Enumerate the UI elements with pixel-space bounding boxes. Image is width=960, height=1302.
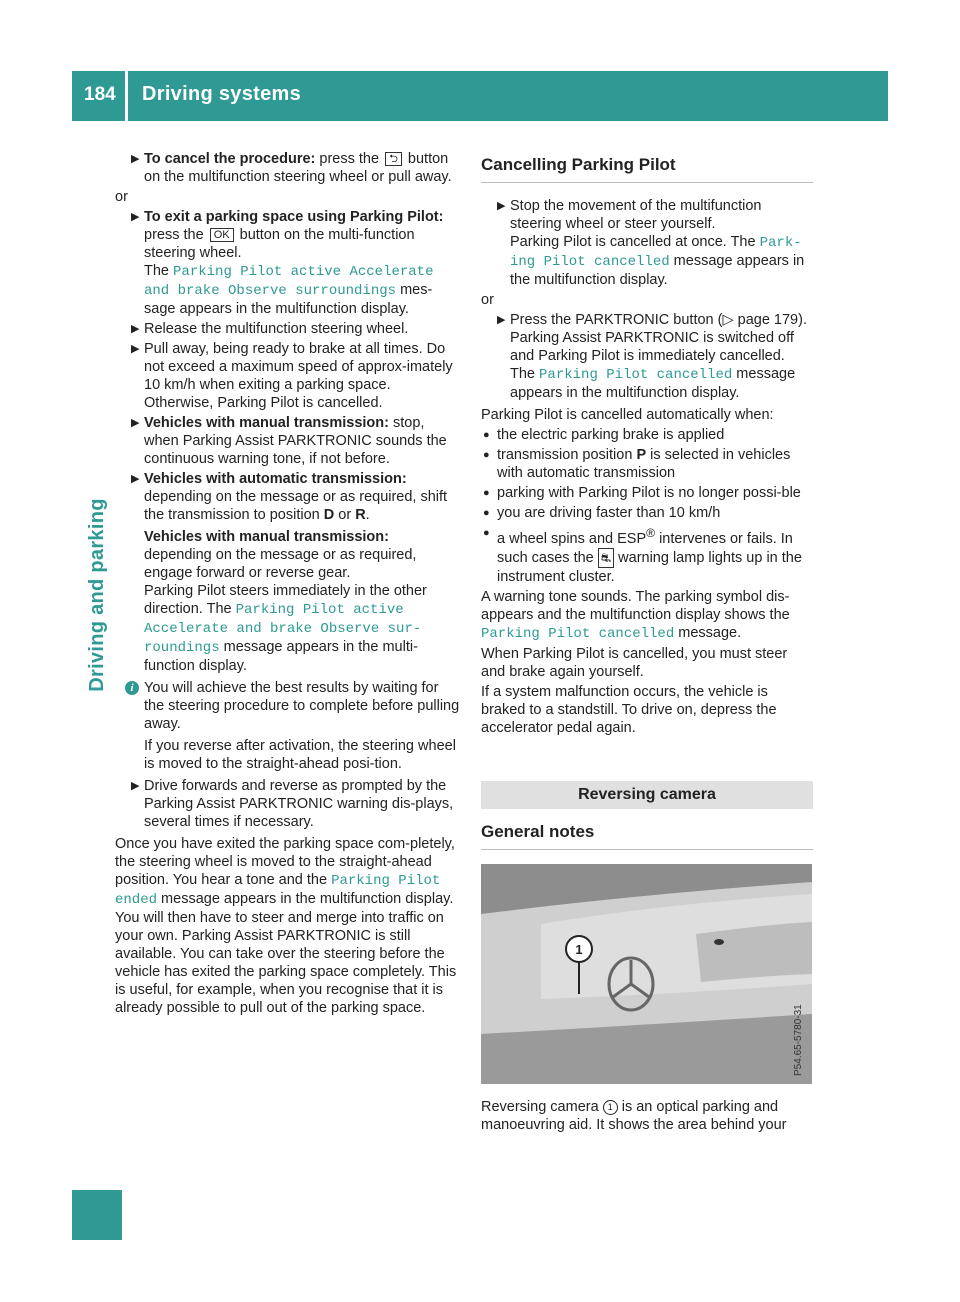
arrow-icon: ▶ — [131, 417, 140, 429]
auto-cancel-intro: Parking Pilot is cancelled automatically when: — [481, 407, 774, 423]
or-text: or — [481, 292, 494, 308]
step-cancel: ▶ To cancel the procedure: press the ⮌ button on the multifunction steering wheel or pull away. — [131, 151, 452, 185]
bullet-item: ● the electric parking brake is applied — [483, 427, 725, 443]
chapter-title: Driving systems — [142, 83, 302, 105]
page-header — [72, 71, 888, 121]
step-press-parktronic: ▶ Press the PARKTRONIC button (▷ page 179). Parking Assist PARKTRONIC is switched off and Parking Pilot is immediately cancelled. The Parking Pilot cancelled message appears in the multifunction display. — [497, 312, 807, 401]
arrow-icon: ▶ — [131, 473, 140, 485]
ok-key-icon: OK — [210, 228, 234, 242]
arrow-icon: ▶ — [131, 323, 140, 335]
section-heading-general-notes: General notes — [481, 823, 813, 850]
malfunction-paragraph: If a system malfunction occurs, the vehicle is braked to a standstill. To drive on, depress the accelerator pedal again. — [481, 683, 777, 736]
manual-transmission-note: Vehicles with manual transmission: depending on the message or as required, engage forward or reverse gear. Parking Pilot steers immediately in the other direction. The Parking Pilot active Accelerate and brake Observe sur-roundings message appears in the multi-function display. — [144, 529, 427, 674]
display-message: Park-ing Pilot cancelled — [510, 235, 802, 270]
step-lead: To exit a parking space using Parking Pilot: — [144, 209, 444, 225]
arrow-icon: ▶ — [497, 314, 506, 326]
reversing-camera-paragraph: Reversing camera 1 is an optical parking and manoeuvring aid. It shows the area behind your — [481, 1098, 787, 1133]
page-number: 184 — [84, 84, 116, 105]
display-message: Parking Pilot ended — [115, 873, 441, 908]
step-manual-transmission: ▶ Vehicles with manual transmission: stop, when Parking Assist PARKTRONIC sounds the continuous warning tone, if not before. — [131, 415, 447, 467]
arrow-icon: ▶ — [131, 780, 140, 792]
bullet-icon: ● — [483, 429, 490, 441]
arrow-icon: ▶ — [131, 343, 140, 355]
callout-1-icon: 1 — [603, 1100, 618, 1115]
side-tab-marker — [72, 1190, 122, 1240]
back-key-icon: ⮌ — [385, 152, 402, 166]
or-text: or — [115, 189, 128, 205]
car-rear-illustration — [481, 864, 812, 1084]
steer-paragraph: When Parking Pilot is cancelled, you must steer and brake again yourself. — [481, 645, 788, 680]
header-separator — [125, 71, 128, 121]
bullet-icon: ● — [483, 527, 490, 539]
bullet-item: ● parking with Parking Pilot is no longer possi-ble — [483, 485, 801, 501]
display-message: Parking Pilot cancelled — [539, 367, 733, 383]
step-exit: ▶ To exit a parking space using Parking Pilot: press the OK button on the multi-function steering wheel. The Parking Pilot active Accelerate and brake Observe surroundings mes-sage appears in the multifunction display. — [131, 209, 444, 317]
body-paragraph: Once you have exited the parking space com-pletely, the steering wheel is moved to the straight-ahead position. You hear a tone and the Parking Pilot ended message appears in the multifunction display. You will then have to steer and merge into traffic on your own. Parking Assist PARKTRONIC is still available. You can take over the steering before the vehicle has exited the parking space completely. This is useful, for example, when you recognise that it is already possible to pull out of the parking space. — [115, 836, 457, 1016]
step-stop: ▶ Stop the movement of the multifunction steering wheel or steer yourself. Parking Pilot is cancelled at once. The Park-ing Pilot cancelled message appears in the multifunction display. — [497, 198, 805, 288]
section-band-reversing-camera: Reversing camera — [481, 781, 813, 809]
bullet-icon: ● — [483, 449, 490, 461]
bullet-item: ● you are driving faster than 10 km/h — [483, 505, 721, 521]
arrow-icon: ▶ — [131, 153, 140, 165]
info-note: i You will achieve the best results by waiting for the steering procedure to complete before pulling away. If you reverse after activation, the steering wheel is moved to the straight-ahead posi-tion. — [115, 679, 461, 773]
display-message: Parking Pilot active Accelerate and brake Observe surroundings — [144, 264, 434, 299]
section-heading-cancelling: Cancelling Parking Pilot — [481, 156, 813, 183]
skid-warning-icon: ⛐ — [598, 548, 614, 568]
reversing-camera-photo — [481, 864, 812, 1084]
warning-paragraph: A warning tone sounds. The parking symbol dis-appears and the multifunction display shows the Parking Pilot cancelled message. — [481, 588, 790, 642]
side-tab-label: Driving and parking — [86, 498, 108, 692]
step-pull-away: ▶ Pull away, being ready to brake at all times. Do not exceed a maximum speed of approx-imately 10 km/h when exiting a parking space. Otherwise, Parking Pilot is cancelled. — [131, 341, 453, 411]
photo-code: P54.65-5780-31 — [793, 1004, 804, 1076]
bullet-item: ● transmission position P is selected in vehicles with automatic transmission — [483, 447, 791, 481]
arrow-icon: ▶ — [131, 211, 140, 223]
bullet-icon: ● — [483, 487, 490, 499]
display-message: Parking Pilot active Accelerate and brake Observe sur-roundings — [144, 602, 422, 656]
arrow-icon: ▶ — [497, 200, 506, 212]
info-icon: i — [125, 681, 139, 695]
left-column — [115, 150, 461, 1019]
step-release: ▶ Release the multifunction steering wheel. — [131, 321, 409, 337]
side-tab — [82, 465, 112, 725]
page-reference: ▷ page 179 — [722, 312, 799, 328]
display-message: Parking Pilot cancelled — [481, 625, 675, 642]
bullet-icon: ● — [483, 507, 490, 519]
step-lead: To cancel the procedure: — [144, 151, 316, 167]
bullet-item: ● a wheel spins and ESP® intervenes or fails. In such cases the ⛐ warning lamp lights up in the instrument cluster. — [483, 526, 802, 585]
photo-callout-number: 1 — [575, 941, 583, 957]
step-automatic-transmission: ▶ Vehicles with automatic transmission: depending on the message or as required, shift the transmission to position D or R. — [131, 471, 448, 523]
step-drive: ▶ Drive forwards and reverse as prompted by the Parking Assist PARKTRONIC warning dis-plays, several times if necessary. — [131, 778, 454, 830]
right-column — [481, 150, 813, 1136]
